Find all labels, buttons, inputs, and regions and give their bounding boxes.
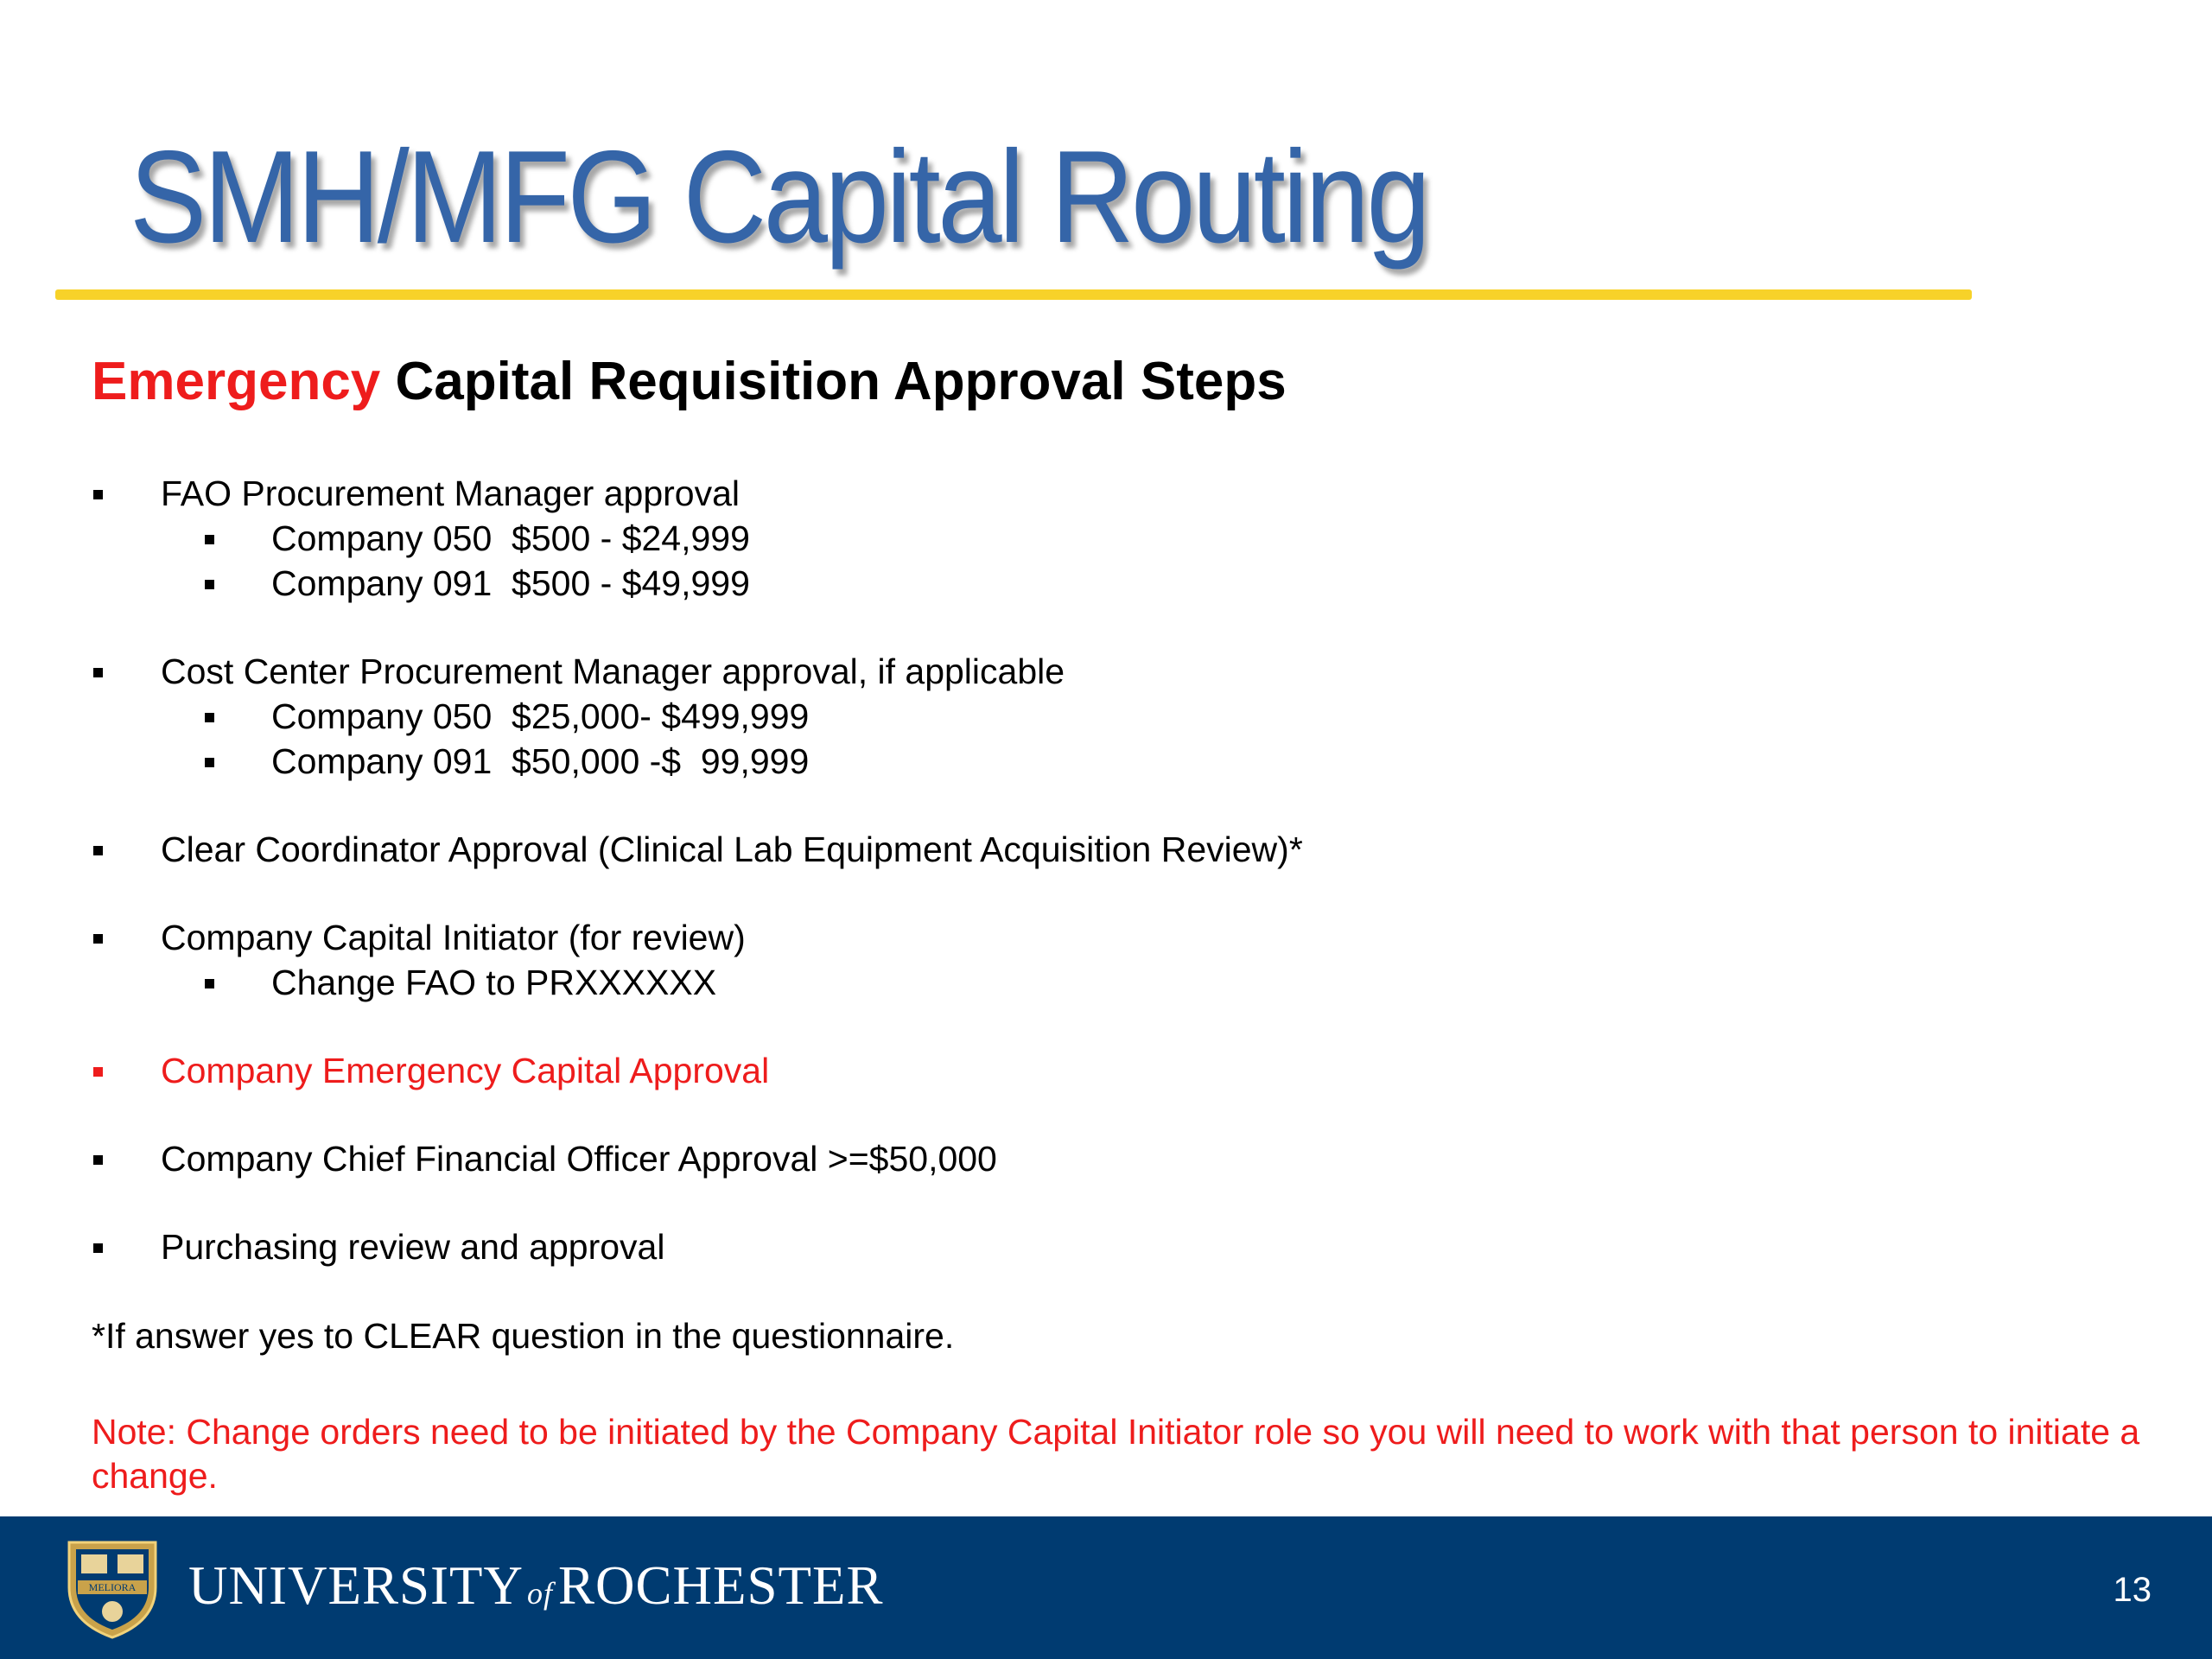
square-bullet-icon (205, 535, 214, 544)
svg-text:MELIORA: MELIORA (88, 1581, 137, 1593)
square-bullet-icon (205, 979, 214, 988)
university-wordmark[interactable]: UNIVERSITY ofROCHESTER (188, 1555, 884, 1616)
sub-list-item: Company 050 $25,000- $499,999 (0, 694, 2212, 739)
list-item: Cost Center Procurement Manager approval, if applicable (0, 649, 2212, 694)
square-bullet-icon (93, 490, 103, 499)
approval-steps-list (0, 471, 2212, 1269)
list-item: FAO Procurement Manager approval (0, 471, 2212, 516)
square-bullet-icon (205, 758, 214, 767)
square-bullet-icon (93, 668, 103, 677)
title-underline (55, 289, 1972, 300)
square-bullet-icon (93, 1155, 103, 1165)
square-bullet-icon (93, 1067, 103, 1077)
sub-list-item: Company 050 $500 - $24,999 (0, 516, 2212, 561)
sub-list-item: Company 091 $500 - $49,999 (0, 561, 2212, 606)
heading-emphasis: Emergency (92, 352, 381, 411)
heading-text: Capital Requisition Approval Steps (380, 352, 1287, 411)
note-text: Note: Change orders need to be initiated by the Company Capital Initiator role so you will need to work with that person to initiate a change. (92, 1412, 2140, 1496)
list-item: Company Capital Initiator (for review) (0, 915, 2212, 960)
square-bullet-icon (93, 846, 103, 855)
footnote: *If answer yes to CLEAR question in the questionnaire. (92, 1316, 955, 1356)
list-item-emphasis: Company Emergency Capital Approval (0, 1048, 2212, 1093)
footer-bar (0, 1516, 2212, 1659)
list-item: Company Chief Financial Officer Approval >=$50,000 (0, 1136, 2212, 1181)
sub-list-item: Company 091 $50,000 -$ 99,999 (0, 739, 2212, 784)
section-heading (92, 347, 1287, 416)
square-bullet-icon (93, 1243, 103, 1253)
square-bullet-icon (205, 580, 214, 589)
square-bullet-icon (93, 934, 103, 944)
list-item: Clear Coordinator Approval (Clinical Lab Equipment Acquisition Review)* (0, 827, 2212, 872)
university-seal-icon (60, 1535, 164, 1641)
slide-title: SMH/MFG Capital Routing (130, 124, 1428, 270)
page-number: 13 (2113, 1571, 2152, 1609)
sub-list-item: Change FAO to PRXXXXXX (0, 960, 2212, 1005)
square-bullet-icon (205, 713, 214, 722)
list-item: Purchasing review and approval (0, 1224, 2212, 1269)
